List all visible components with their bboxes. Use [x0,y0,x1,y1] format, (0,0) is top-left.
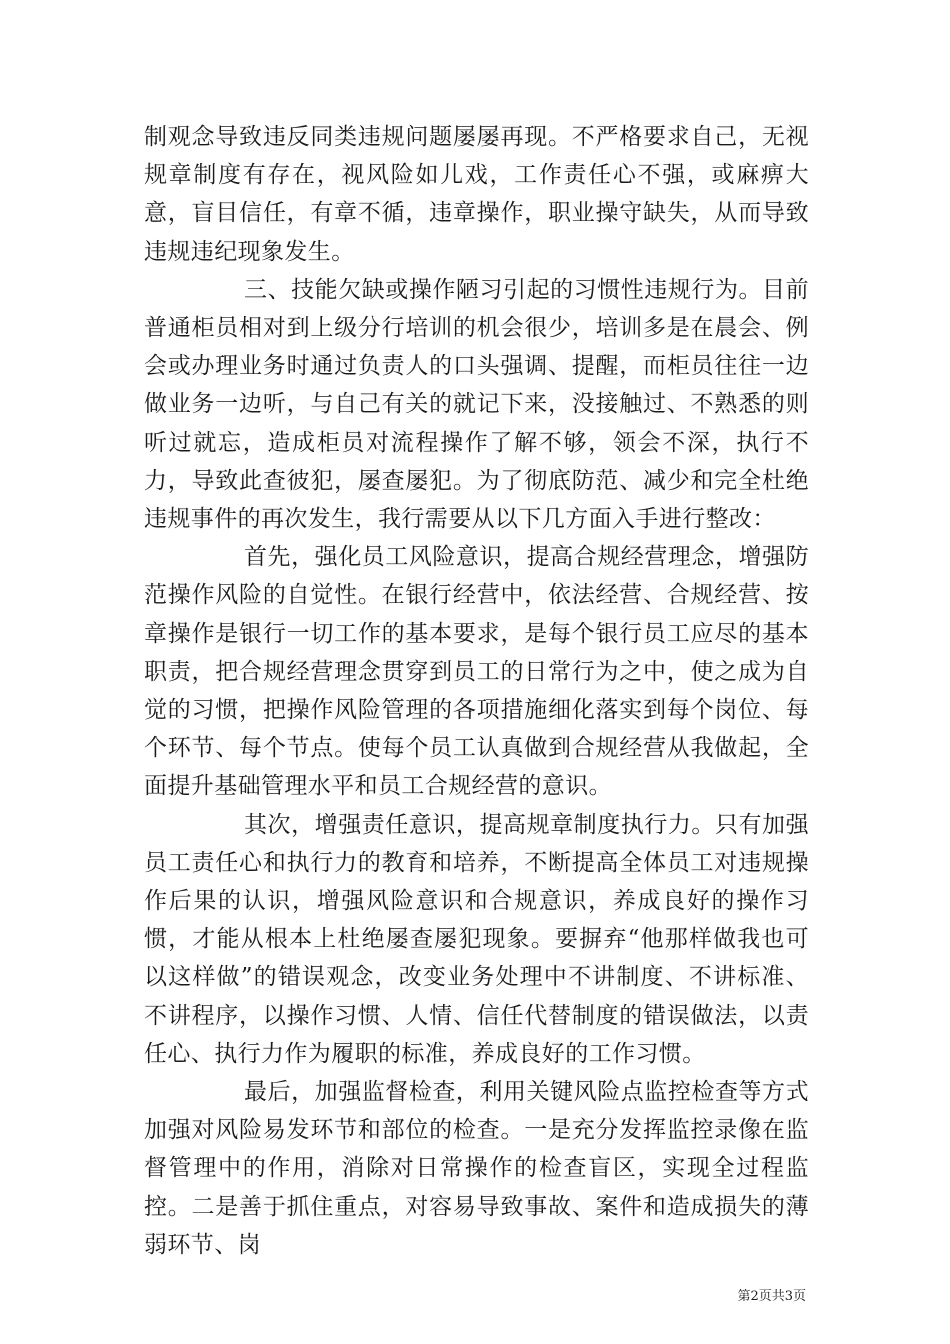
document-body [144,118,809,1264]
paragraph-second-measure: 其次，增强责任意识，提高规章制度执行力。只有加强员工责任心和执行力的教育和培养，不断提高全体员工对违规操作后果的认识，增强风险意识和合规意识，养成良好的操作习惯，才能从根本上杜绝屡查屡犯现象。要摒弃“他那样做我也可以这样做”的错误观念，改变业务处理中不讲制度、不讲标准、不讲程序，以操作习惯、人情、信任代替制度的错误做法，以责任心、执行力作为履职的标准，养成良好的工作习惯。 [144,811,809,1067]
paragraph-first-measure: 首先，强化员工风险意识，提高合规经营理念，增强防范操作风险的自觉性。在银行经营中，依法经营、合规经营、按章操作是银行一切工作的基本要求，是每个银行员工应尽的基本职责，把合规经营理念贯穿到员工的日常行为之中，使之成为自觉的习惯，把操作风险管理的各项措施细化落实到每个岗位、每个环节、每个节点。使每个员工认真做到合规经营从我做起，全面提升基础管理水平和员工合规经营的意识。 [144,544,809,800]
page-footer [0,1289,806,1305]
paragraph-last-measure: 最后，加强监督检查，利用关键风险点监控检查等方式加强对风险易发环节和部位的检查。一是充分发挥监控录像在监督管理中的作用，消除对日常操作的检查盲区，实现全过程监控。二是善于抓住重点，对容易导致事故、案件和造成损失的薄弱环节、岗 [144,1079,809,1258]
page-number-label: 第2页共3页 [737,1289,806,1304]
paragraph-point-three: 三、技能欠缺或操作陋习引起的习惯性违规行为。目前普通柜员相对到上级分行培训的机会很少，培训多是在晨会、例会或办理业务时通过负责人的口头强调、提醒，而柜员往往一边做业务一边听，与自己有关的就记下来，没接触过、不熟悉的则听过就忘，造成柜员对流程操作了解不够，领会不深，执行不力，导致此查彼犯，屡查屡犯。为了彻底防范、减少和完全杜绝违规事件的再次发生，我行需要从以下几方面入手进行整改： [144,276,809,533]
paragraph-continued: 制观念导致违反同类违规问题屡屡再现。不严格要求自己，无视规章制度有存在，视风险如儿戏，工作责任心不强，或麻痹大意，盲目信任，有章不循，违章操作，职业操守缺失，从而导致违规违纪现象发生。 [144,124,809,265]
